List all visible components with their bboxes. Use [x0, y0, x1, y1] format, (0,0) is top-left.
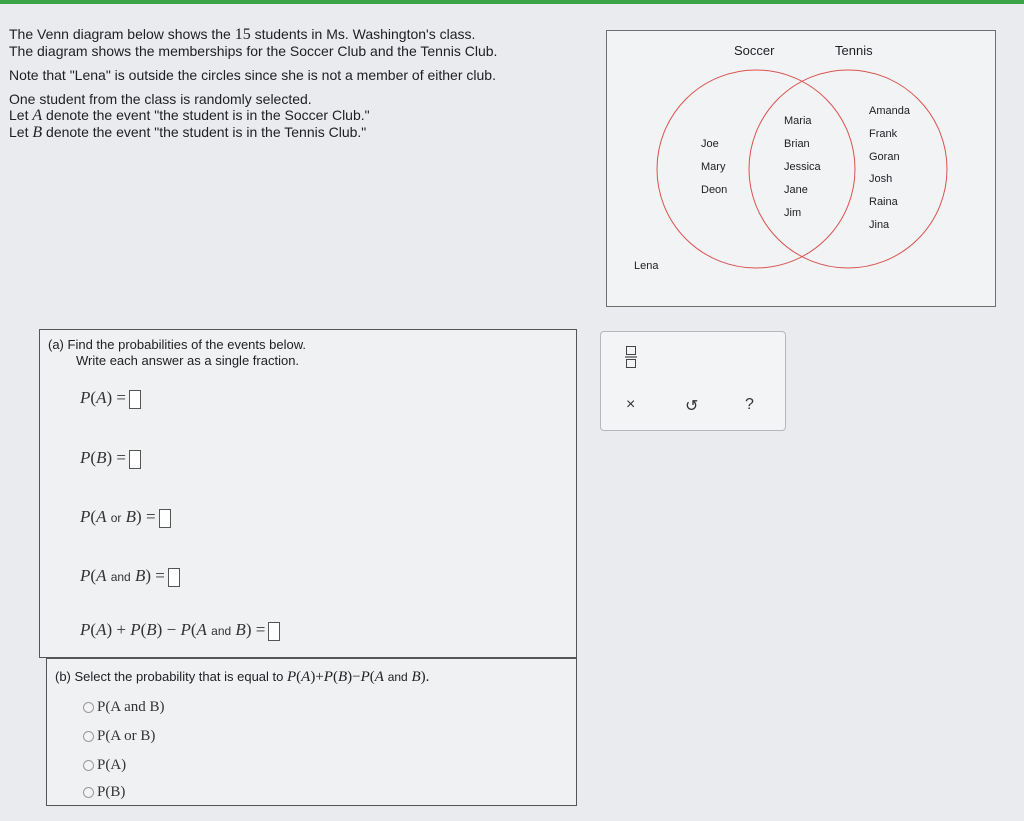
fraction-icon — [625, 345, 637, 369]
option-p-b[interactable]: P(B) — [83, 784, 125, 801]
name-tennis-only: Raina — [869, 196, 898, 208]
equation-addition-rule: P(A) + P(B) − P(A and B) = — [80, 620, 280, 641]
event-b-var: B — [32, 124, 43, 141]
clear-button[interactable]: × — [626, 396, 636, 413]
answer-tools-palette — [600, 331, 786, 431]
fraction-button[interactable] — [625, 345, 637, 374]
option-p-a[interactable]: P(A) — [83, 757, 126, 774]
soccer-label: Soccer — [734, 43, 775, 58]
name-both: Jane — [784, 184, 808, 196]
name-tennis-only: Goran — [869, 151, 900, 163]
equation-p-b: P(B) = — [80, 448, 141, 469]
equation-p-a-and-b: P(A and B) = — [80, 566, 180, 587]
answer-input-p-a-or-b[interactable] — [159, 509, 171, 528]
undo-button[interactable]: ↺ — [685, 398, 699, 415]
option-p-a-and-b[interactable]: P(A and B) — [83, 699, 165, 716]
name-outside: Lena — [634, 260, 659, 272]
problem-intro: The Venn diagram below shows the 15 students in Ms. Washington's class. The diagram shows the memberships for the Soccer Club and the Tennis Club. Note that "Lena" is outside the circles since she is not a member of either club. One student from the class is randomly selected. Let A denote the event "the student is in the Soccer Club." Let B denote the event "the student is in the Tennis Club." — [9, 26, 498, 141]
name-tennis-only: Jina — [869, 219, 890, 231]
event-a-var: A — [32, 107, 43, 124]
name-both: Brian — [784, 138, 810, 150]
name-both: Jessica — [784, 161, 821, 173]
name-tennis-only: Josh — [869, 173, 893, 185]
answer-input-addition-rule[interactable] — [268, 622, 280, 641]
option-p-a-or-b[interactable]: P(A or B) — [83, 728, 155, 745]
part-a-panel — [39, 329, 577, 658]
soccer-circle — [657, 70, 855, 268]
top-accent-bar — [0, 0, 1024, 4]
tennis-label: Tennis — [835, 43, 873, 58]
name-soccer-only: Mary — [701, 161, 726, 173]
radio-icon[interactable] — [83, 731, 94, 742]
answer-input-p-a-and-b[interactable] — [168, 568, 180, 587]
name-both: Jim — [784, 207, 802, 219]
answer-input-p-b[interactable] — [129, 450, 141, 469]
equation-p-a-or-b: P(A or B) = — [80, 507, 171, 528]
student-count: 15 — [234, 26, 251, 43]
radio-icon[interactable] — [83, 787, 94, 798]
part-b-panel — [46, 658, 577, 806]
radio-icon[interactable] — [83, 702, 94, 713]
part-a-header: (a) Find the probabilities of the events below. Write each answer as a single fraction. — [48, 337, 306, 368]
help-button[interactable]: ? — [745, 396, 754, 413]
name-tennis-only: Amanda — [869, 105, 910, 117]
name-tennis-only: Frank — [869, 128, 898, 140]
answer-input-p-a[interactable] — [129, 390, 141, 409]
name-soccer-only: Joe — [701, 138, 719, 150]
equation-p-a: P(A) = — [80, 388, 141, 409]
venn-diagram — [606, 30, 996, 307]
name-both: Maria — [784, 115, 812, 127]
tennis-circle — [749, 70, 947, 268]
name-soccer-only: Deon — [701, 184, 728, 196]
part-b-header: (b) Select the probability that is equal to P(A)+P(B)−P(A and B). — [55, 669, 430, 685]
radio-icon[interactable] — [83, 760, 94, 771]
